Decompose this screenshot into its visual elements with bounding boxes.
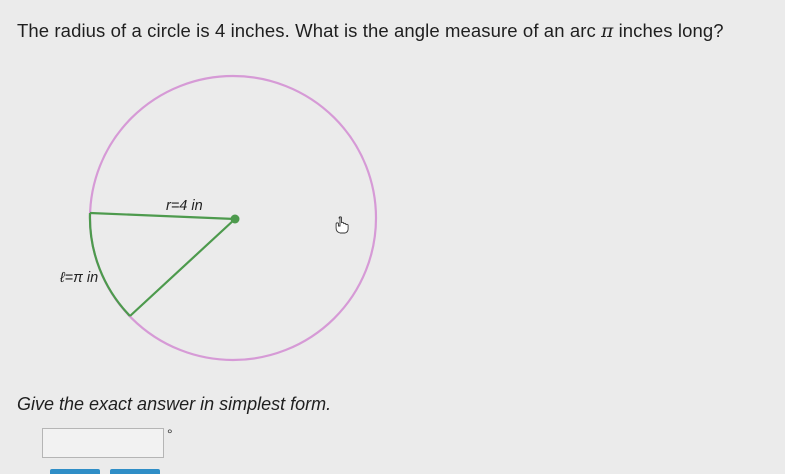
center-point: [231, 215, 240, 224]
instruction-text: Give the exact answer in simplest form.: [17, 394, 332, 414]
answer-input[interactable]: [42, 428, 164, 458]
arc-segment: [90, 213, 130, 316]
question-pi: π: [601, 21, 614, 42]
hand-cursor-icon: [336, 217, 348, 233]
secondary-button[interactable]: [110, 469, 160, 474]
degree-symbol: °: [167, 426, 173, 442]
submit-button[interactable]: [50, 469, 100, 474]
arc-label: ℓ=π in: [60, 270, 99, 286]
radius-label: r=4 in: [166, 198, 203, 214]
question-prefix: The radius of a circle is 4 inches. What is the angle measure of an arc: [17, 20, 602, 41]
question-suffix: inches long?: [613, 20, 724, 41]
radius-line-2: [130, 219, 235, 316]
radius-line: [90, 213, 235, 219]
